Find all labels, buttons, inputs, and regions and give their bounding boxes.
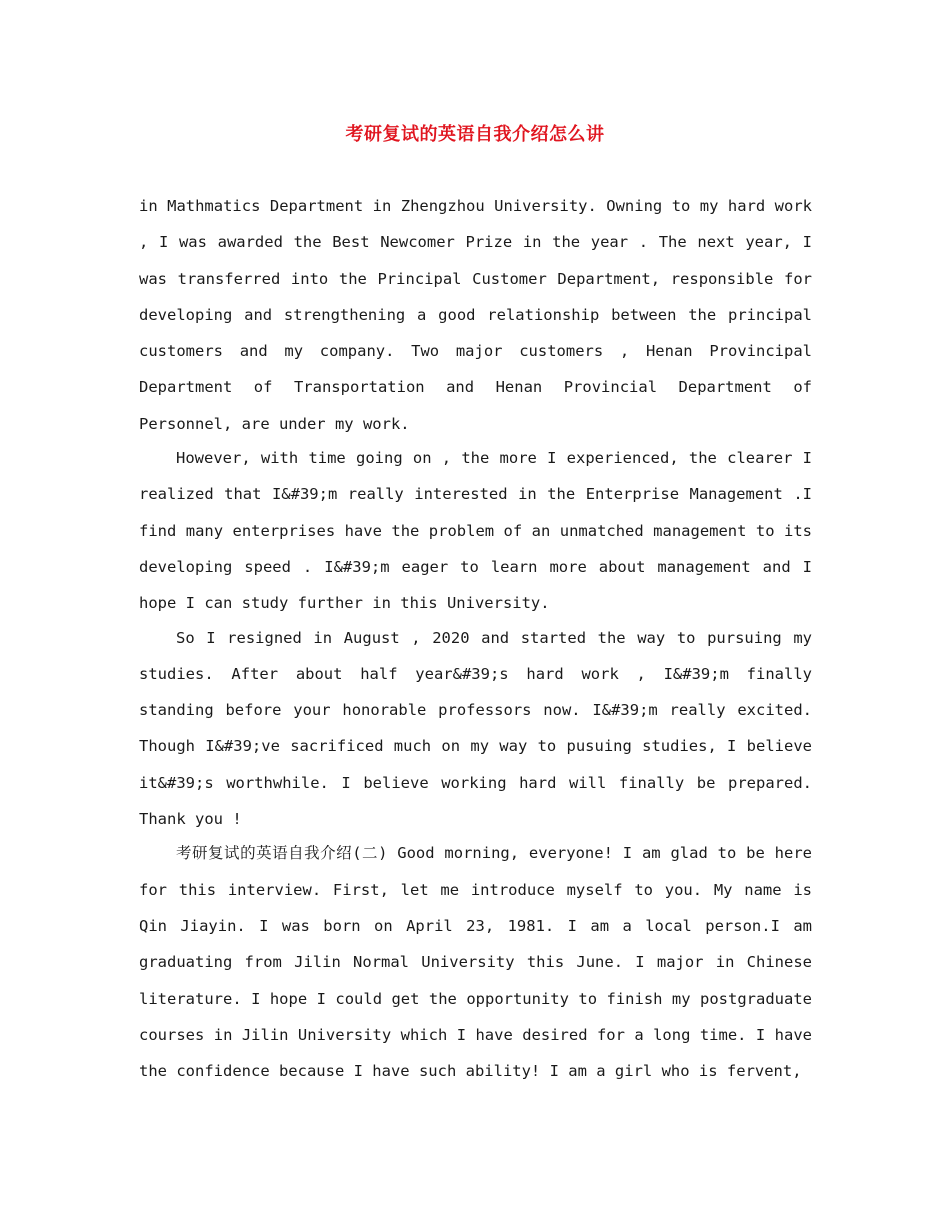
paragraph-4: 考研复试的英语自我介绍(二) Good morning, everyone! I am glad to be here for this interview. First, let me introduce myself to you. My name is Qin Jiayin. I was born on April 23, 1981. I am a local person.I am graduating from Jilin Normal University this June. I major in Chinese literature. I hope I could get the opportunity to finish my postgraduate courses in Jilin University which I have desired for a long time. I have the confidence because I have such ability! I am a girl who is fervent,	[139, 844, 812, 1081]
document-title: 考研复试的英语自我介绍怎么讲	[345, 124, 605, 145]
paragraph-2: However, with time going on , the more I experienced, the clearer I realized that I&#39;m really interested in the Enterprise Management .I find many enterprises have the problem of an unmatched management to its developing speed . I&#39;m eager to learn more about management and I hope I can study further in this University.	[139, 449, 812, 613]
document-body	[139, 188, 812, 1089]
paragraph-1: in Mathmatics Department in Zhengzhou University. Owning to my hard work , I was awarded the Best Newcomer Prize in the year . The next year, I was transferred into the Principal Customer Department, responsible for developing and strengthening a good relationship between the principal customers and my company. Two major customers , Henan Provincipal Department of Transportation and Henan Provincial Department of Personnel, are under my work.	[139, 197, 812, 433]
paragraph-3: So I resigned in August , 2020 and started the way to pursuing my studies. After about half year&#39;s hard work , I&#39;m finally standing before your honorable professors now. I&#39;m really excited. Though I&#39;ve sacrificed much on my way to pusuing studies, I believe it&#39;s worthwhile. I believe working hard will finally be prepared. Thank you !	[139, 628, 812, 829]
